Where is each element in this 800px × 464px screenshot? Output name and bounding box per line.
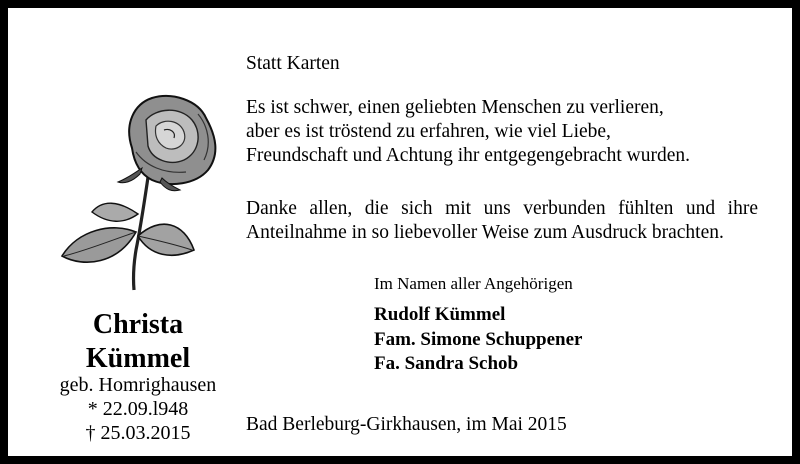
condolence-line: Freundschaft und Achtung ihr entgegengebracht wurden. — [246, 145, 691, 166]
signer-name: Rudolf Kümmel — [374, 304, 506, 325]
deceased-first-name: Christa — [92, 309, 184, 340]
thanks-line: Danke allen, die sich mit uns verbunden fühlten und ihre — [246, 198, 758, 219]
signers-list — [374, 303, 583, 377]
thanks-line: Anteilnahme in so liebevoller Weise zum Ausdruck brachten. — [246, 222, 724, 243]
condolence-line: aber es ist tröstend zu erfahren, wie viel Liebe, — [246, 121, 611, 142]
condolence-paragraph — [246, 96, 690, 168]
birth-date: * 22.09.l948 — [87, 398, 189, 420]
on-behalf-line: Im Namen aller Angehörigen — [374, 274, 573, 293]
place-date: Bad Berleburg-Girkhausen, im Mai 2015 — [246, 414, 567, 435]
opening-line: Statt Karten — [246, 53, 340, 74]
birth-name: geb. Homrighausen — [59, 374, 217, 396]
rose-icon — [52, 90, 232, 292]
condolence-line: Es ist schwer, einen geliebten Menschen zu verlieren, — [246, 97, 664, 118]
deceased-last-name: Kümmel — [85, 343, 191, 374]
signer-name: Fa. Sandra Schob — [374, 353, 519, 374]
signer-name: Fam. Simone Schuppener — [374, 328, 583, 350]
death-date: † 25.03.2015 — [85, 422, 191, 444]
deceased-panel — [8, 8, 240, 456]
thanks-paragraph — [246, 197, 758, 245]
